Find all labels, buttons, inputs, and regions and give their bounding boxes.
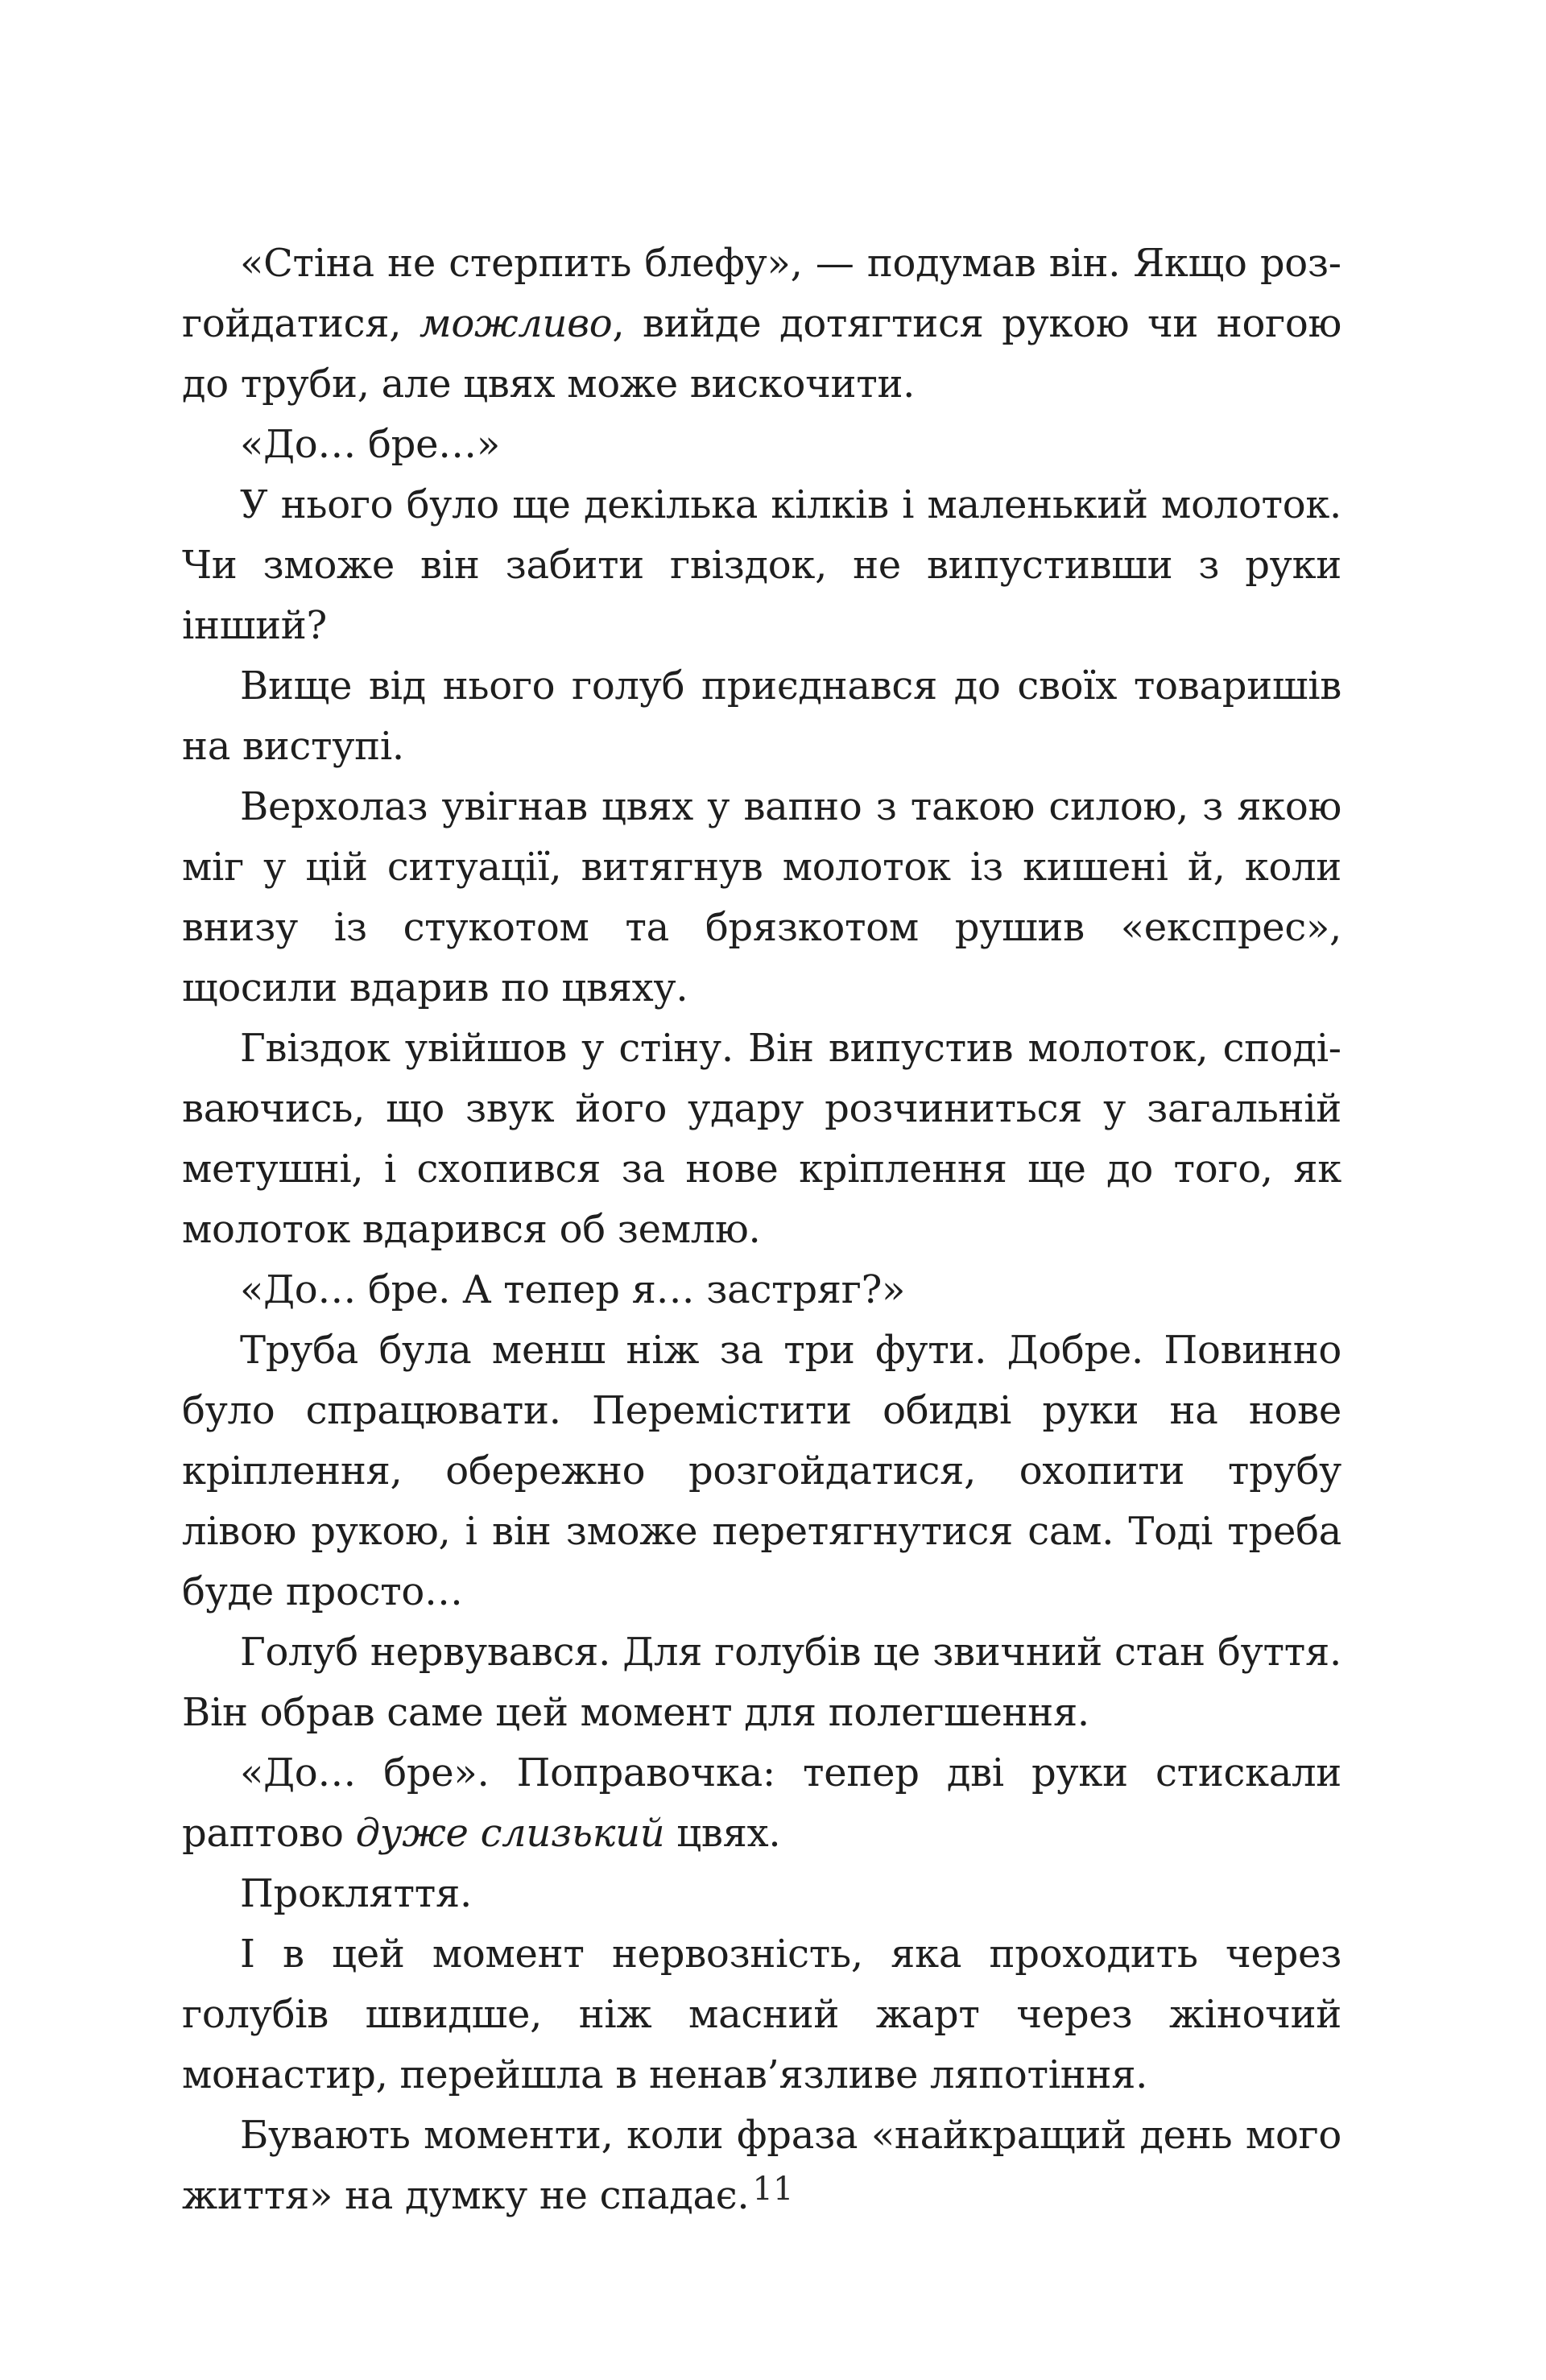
- text-run: Гвіздок увійшов у стіну. Він випустив молоток, сподіваючись, що звук його удару розчиниться у загальній метушні, і схопився за нове кріплення ще до того, як молоток вдарився об землю.: [182, 1026, 1341, 1252]
- text-run: Труба була менш ніж за три фути. Добре. Повинно було спрацювати. Перемістити обидві руки на нове кріплення, обережно розгойдатися, охопити трубу лівою рукою, і він зможе перетягнутися сам. Тоді треба буде просто…: [182, 1328, 1341, 1614]
- paragraph: [182, 777, 1341, 1019]
- paragraph: [182, 1260, 1341, 1320]
- text-run: Прокляття.: [240, 1871, 472, 1916]
- italic-text: можливо: [419, 301, 613, 346]
- paragraph: [182, 1622, 1341, 1743]
- text-run: І в цей момент нервозність, яка проходить через голубів швидше, ніж масний жарт через жіночий монастир, перейшла в ненав’язливе ляпотіння.: [182, 1932, 1341, 2097]
- paragraph: [182, 656, 1341, 777]
- paragraph: [182, 1019, 1341, 1260]
- text-run: «До… бре». Поправочка: тепер дві руки стискали раптово: [182, 1750, 1341, 1856]
- text-run: цвях.: [664, 1811, 781, 1856]
- italic-text: дуже слизький: [355, 1811, 665, 1856]
- paragraph: [182, 415, 1341, 475]
- text-run: Верхолаз увігнав цвях у вапно з такою силою, з якою міг у цій ситуації, витягнув молоток із кишені й, коли внизу із стукотом та брязкотом рушив «експрес», щосили вдарив по цвяху.: [182, 784, 1341, 1010]
- text-run: Голуб нервувався. Для голубів це звичний стан буття. Він обрав саме цей момент для полегшення.: [182, 1630, 1341, 1735]
- text-run: , вийде дотягтися рукою чи ногою до труби, але цвях може вискочити.: [182, 301, 1341, 407]
- paragraph: [182, 475, 1341, 656]
- text-run: Вище від нього голуб приєднався до своїх товаришів на виступі.: [182, 663, 1341, 769]
- text-run: Бувають моменти, коли фраза «найкращий день мого життя» на думку не спадає.: [182, 2113, 1341, 2218]
- paragraph: [182, 233, 1341, 415]
- paragraph: [182, 1864, 1341, 1924]
- text-run: У нього було ще декілька кілків і маленький молоток. Чи зможе він забити гвіздок, не випустивши з руки інший?: [182, 482, 1341, 648]
- paragraph: [182, 1320, 1341, 1622]
- paragraph: [182, 1924, 1341, 2105]
- body-text: [182, 233, 1341, 2226]
- text-run: «До… бре. А тепер я… застряг?»: [240, 1267, 906, 1312]
- page-number: 11: [752, 2171, 794, 2208]
- text-run: «Стіна не стерпить блефу», — подумав він. Якщо розгойдатися,: [182, 241, 1341, 346]
- paragraph: [182, 1743, 1341, 1864]
- text-run: «До… бре…»: [240, 422, 500, 467]
